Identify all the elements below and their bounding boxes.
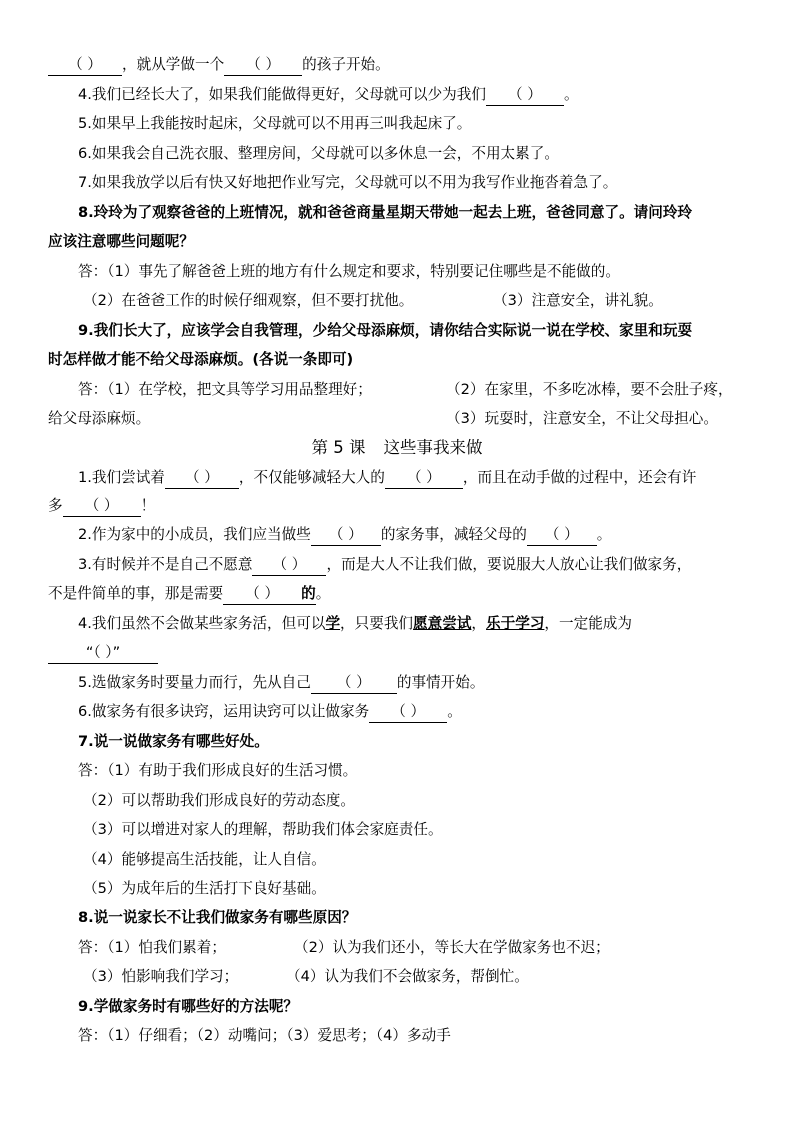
answer-9-2-cont: 给父母添麻烦。 [48, 410, 151, 427]
question-9: 9.我们长大了，应该学会自我管理，少给父母添麻烦，请你结合实际说一说在学校、家里和玩耍 [78, 322, 693, 339]
text: 3.有时候并不是自己不愿意 [78, 556, 253, 573]
answer-8b-2: （2）认为我们还小，等长大在学做家务也不迟； [294, 939, 610, 956]
blank: （ ） [527, 525, 597, 546]
blank: （ ） [48, 55, 122, 76]
text: ，只要我们 [340, 615, 414, 632]
text: 不是件简单的事，那是需要 [48, 585, 224, 602]
text: 。 [315, 585, 331, 602]
text: 2.作为家中的小成员，我们应当做些 [78, 526, 311, 543]
text: 的 [301, 584, 316, 605]
statement-5: 5.如果早上我能按时起床，父母就可以不用再三叫我起床了。 [78, 115, 472, 132]
answer-9-3: （3）玩耍时，注意安全，不让父母担心。 [446, 410, 718, 427]
text: 4.我们已经长大了，如果我们能做得更好，父母就可以少为我们 [78, 86, 486, 103]
answer-8-1: 答：（1）事先了解爸爸上班的地方有什么规定和要求，特别要记住哪些是不能做的。 [78, 263, 620, 280]
answer-8-3: （3）注意安全，讲礼貌。 [493, 292, 663, 309]
text: ，而且在动手做的过程中，还会有许 [462, 469, 697, 486]
text: 的孩子开始。 [302, 56, 390, 73]
blank: （ ） [63, 496, 141, 517]
keyword: 学 [325, 615, 341, 632]
blank: “（ ）” [48, 643, 158, 664]
question-9b: 9.学做家务时有哪些好的方法呢？ [78, 998, 299, 1015]
fill-line-1 [48, 55, 390, 76]
keyword: 乐于学习 [486, 615, 545, 632]
answer-8b-3: （3）怕影响我们学习； [83, 968, 239, 985]
text: ，就从学做一个 [122, 56, 225, 73]
answer-9b: 答：（1）仔细看；（2）动嘴问；（3）爱思考；（4）多动手 [78, 1027, 451, 1044]
blank: （ ） [311, 525, 381, 546]
question-8: 8.玲玲为了观察爸爸的上班情况，就和爸爸商量星期天带她一起去上班，爸爸同意了。请问玲玲 [78, 204, 693, 221]
blank: （ ） [311, 673, 397, 694]
blank: （ ） [224, 55, 302, 76]
text: 6.做家务有很多诀窍，运用诀窍可以让做家务 [78, 703, 370, 720]
text: 的家务事，减轻父母的 [380, 526, 527, 543]
text: 的事情开始。 [396, 674, 485, 691]
text: 。 [447, 703, 462, 720]
q2-line [78, 525, 611, 546]
q1-line-b [48, 496, 155, 517]
answer-7-4: （4）能够提高生活技能，让人自信。 [83, 851, 326, 868]
answer-7-3: （3）可以增进对家人的理解，帮助我们体会家庭责任。 [83, 821, 443, 838]
text: 1.我们尝试着 [78, 469, 165, 486]
answer-9-1: 答：（1）在学校，把文具等学习用品整理好； [78, 381, 372, 398]
question-9-cont: 时怎样做才能不给父母添麻烦。(各说一条即可) [48, 351, 354, 368]
q6-line [78, 702, 462, 723]
answer-8b-1: 答：（1）怕我们累着； [78, 939, 226, 956]
q5-line [78, 673, 484, 694]
lesson-number: 第 5 课 [311, 438, 366, 457]
keyword: 愿意尝试 [413, 615, 472, 632]
text: ，一定能成为 [544, 615, 632, 632]
text: ，而是大人不让我们做，要说服大人放心让我们做家务， [326, 556, 692, 573]
blank: （ ） [369, 702, 447, 723]
text: ，不仅能够减轻大人的 [238, 469, 385, 486]
fill-line-4 [78, 85, 579, 106]
q4-line-b [48, 643, 158, 664]
blank: （ ） [223, 584, 301, 605]
answer-8-2: （2）在爸爸工作的时候仔细观察，但不要打扰他。 [83, 292, 414, 309]
answer-7-2: （2）可以帮助我们形成良好的劳动态度。 [83, 792, 355, 809]
answer-9-2: （2）在家里，不多吃冰棒，要不会肚子疼， [446, 381, 733, 398]
question-7: 7.说一说做家务有哪些好处。 [78, 733, 269, 750]
text: 4.我们虽然不会做某些家务活，但可以 [78, 615, 326, 632]
lesson-name: 这些事我来做 [383, 438, 483, 457]
answer-8b-4: （4）认为我们不会做家务，帮倒忙。 [286, 968, 529, 985]
answer-7-5: （5）为成年后的生活打下良好基础。 [83, 880, 326, 897]
text: 。 [596, 526, 612, 543]
text: ！ [140, 497, 156, 514]
text: ， [471, 615, 487, 632]
q1-line-a [78, 468, 696, 489]
blank: （ ） [165, 468, 239, 489]
q4-line-a [78, 614, 632, 634]
blank: （ ） [385, 468, 463, 489]
text: 。 [563, 86, 579, 103]
question-8b: 8.说一说家长不让我们做家务有哪些原因？ [78, 909, 357, 926]
blank: （ ） [486, 85, 564, 106]
blank: （ ） [252, 555, 326, 576]
answer-7-1: 答：（1）有助于我们形成良好的生活习惯。 [78, 762, 358, 779]
text: 多 [48, 497, 63, 514]
question-8-cont: 应该注意哪些问题呢？ [48, 233, 194, 250]
text: 5.选做家务时要量力而行，先从自己 [78, 674, 311, 691]
q3-line-a [78, 555, 691, 576]
q3-line-b [48, 584, 330, 605]
lesson-title [0, 437, 794, 459]
statement-6: 6.如果我会自己洗衣服、整理房间，父母就可以多休息一会，不用太累了。 [78, 145, 559, 162]
statement-7: 7.如果我放学以后有快又好地把作业写完，父母就可以不用为我写作业拖沓着急了。 [78, 174, 618, 191]
